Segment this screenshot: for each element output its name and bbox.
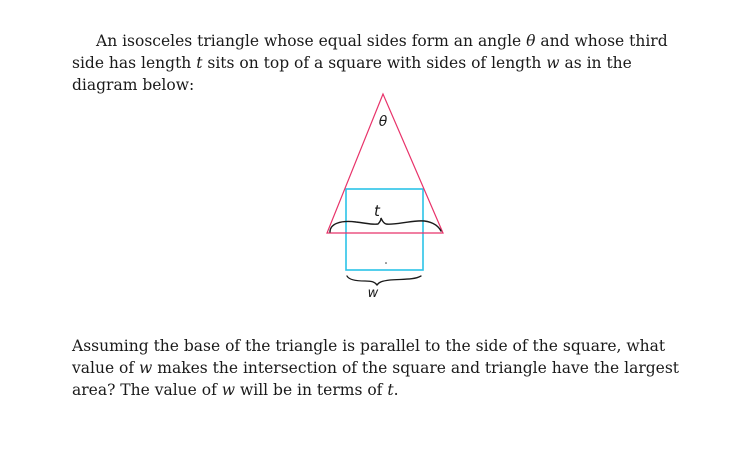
square <box>346 189 423 270</box>
side-brace <box>347 276 421 285</box>
intro-text-1: An isosceles triangle whose equal sides form an angle <box>96 32 527 50</box>
question-text-4: . <box>393 381 399 399</box>
theta-symbol: θ <box>526 32 536 50</box>
t-symbol: t <box>196 54 203 72</box>
w-symbol: w <box>546 54 560 72</box>
problem-question <box>72 335 702 401</box>
w-symbol: w <box>221 381 236 399</box>
question-text-3: will be in terms of <box>235 381 388 399</box>
question-text-1: Assuming the base of the triangle is parallel to the side of the square, what value of <box>72 337 666 377</box>
t-symbol: t <box>387 381 394 399</box>
intro-text-2: and whose third side has length <box>72 32 668 72</box>
question-text-2: makes the intersection of the square and triangle have the largest area? The value of <box>72 359 680 399</box>
base-label: t <box>374 202 380 220</box>
square-dot <box>385 262 387 264</box>
angle-label: θ <box>378 114 388 130</box>
side-label: w <box>367 286 379 301</box>
intro-text-3: sits on top of a square with sides of length <box>202 54 547 72</box>
intro-text-4: as in the diagram below: <box>72 54 632 94</box>
w-symbol: w <box>139 359 153 377</box>
